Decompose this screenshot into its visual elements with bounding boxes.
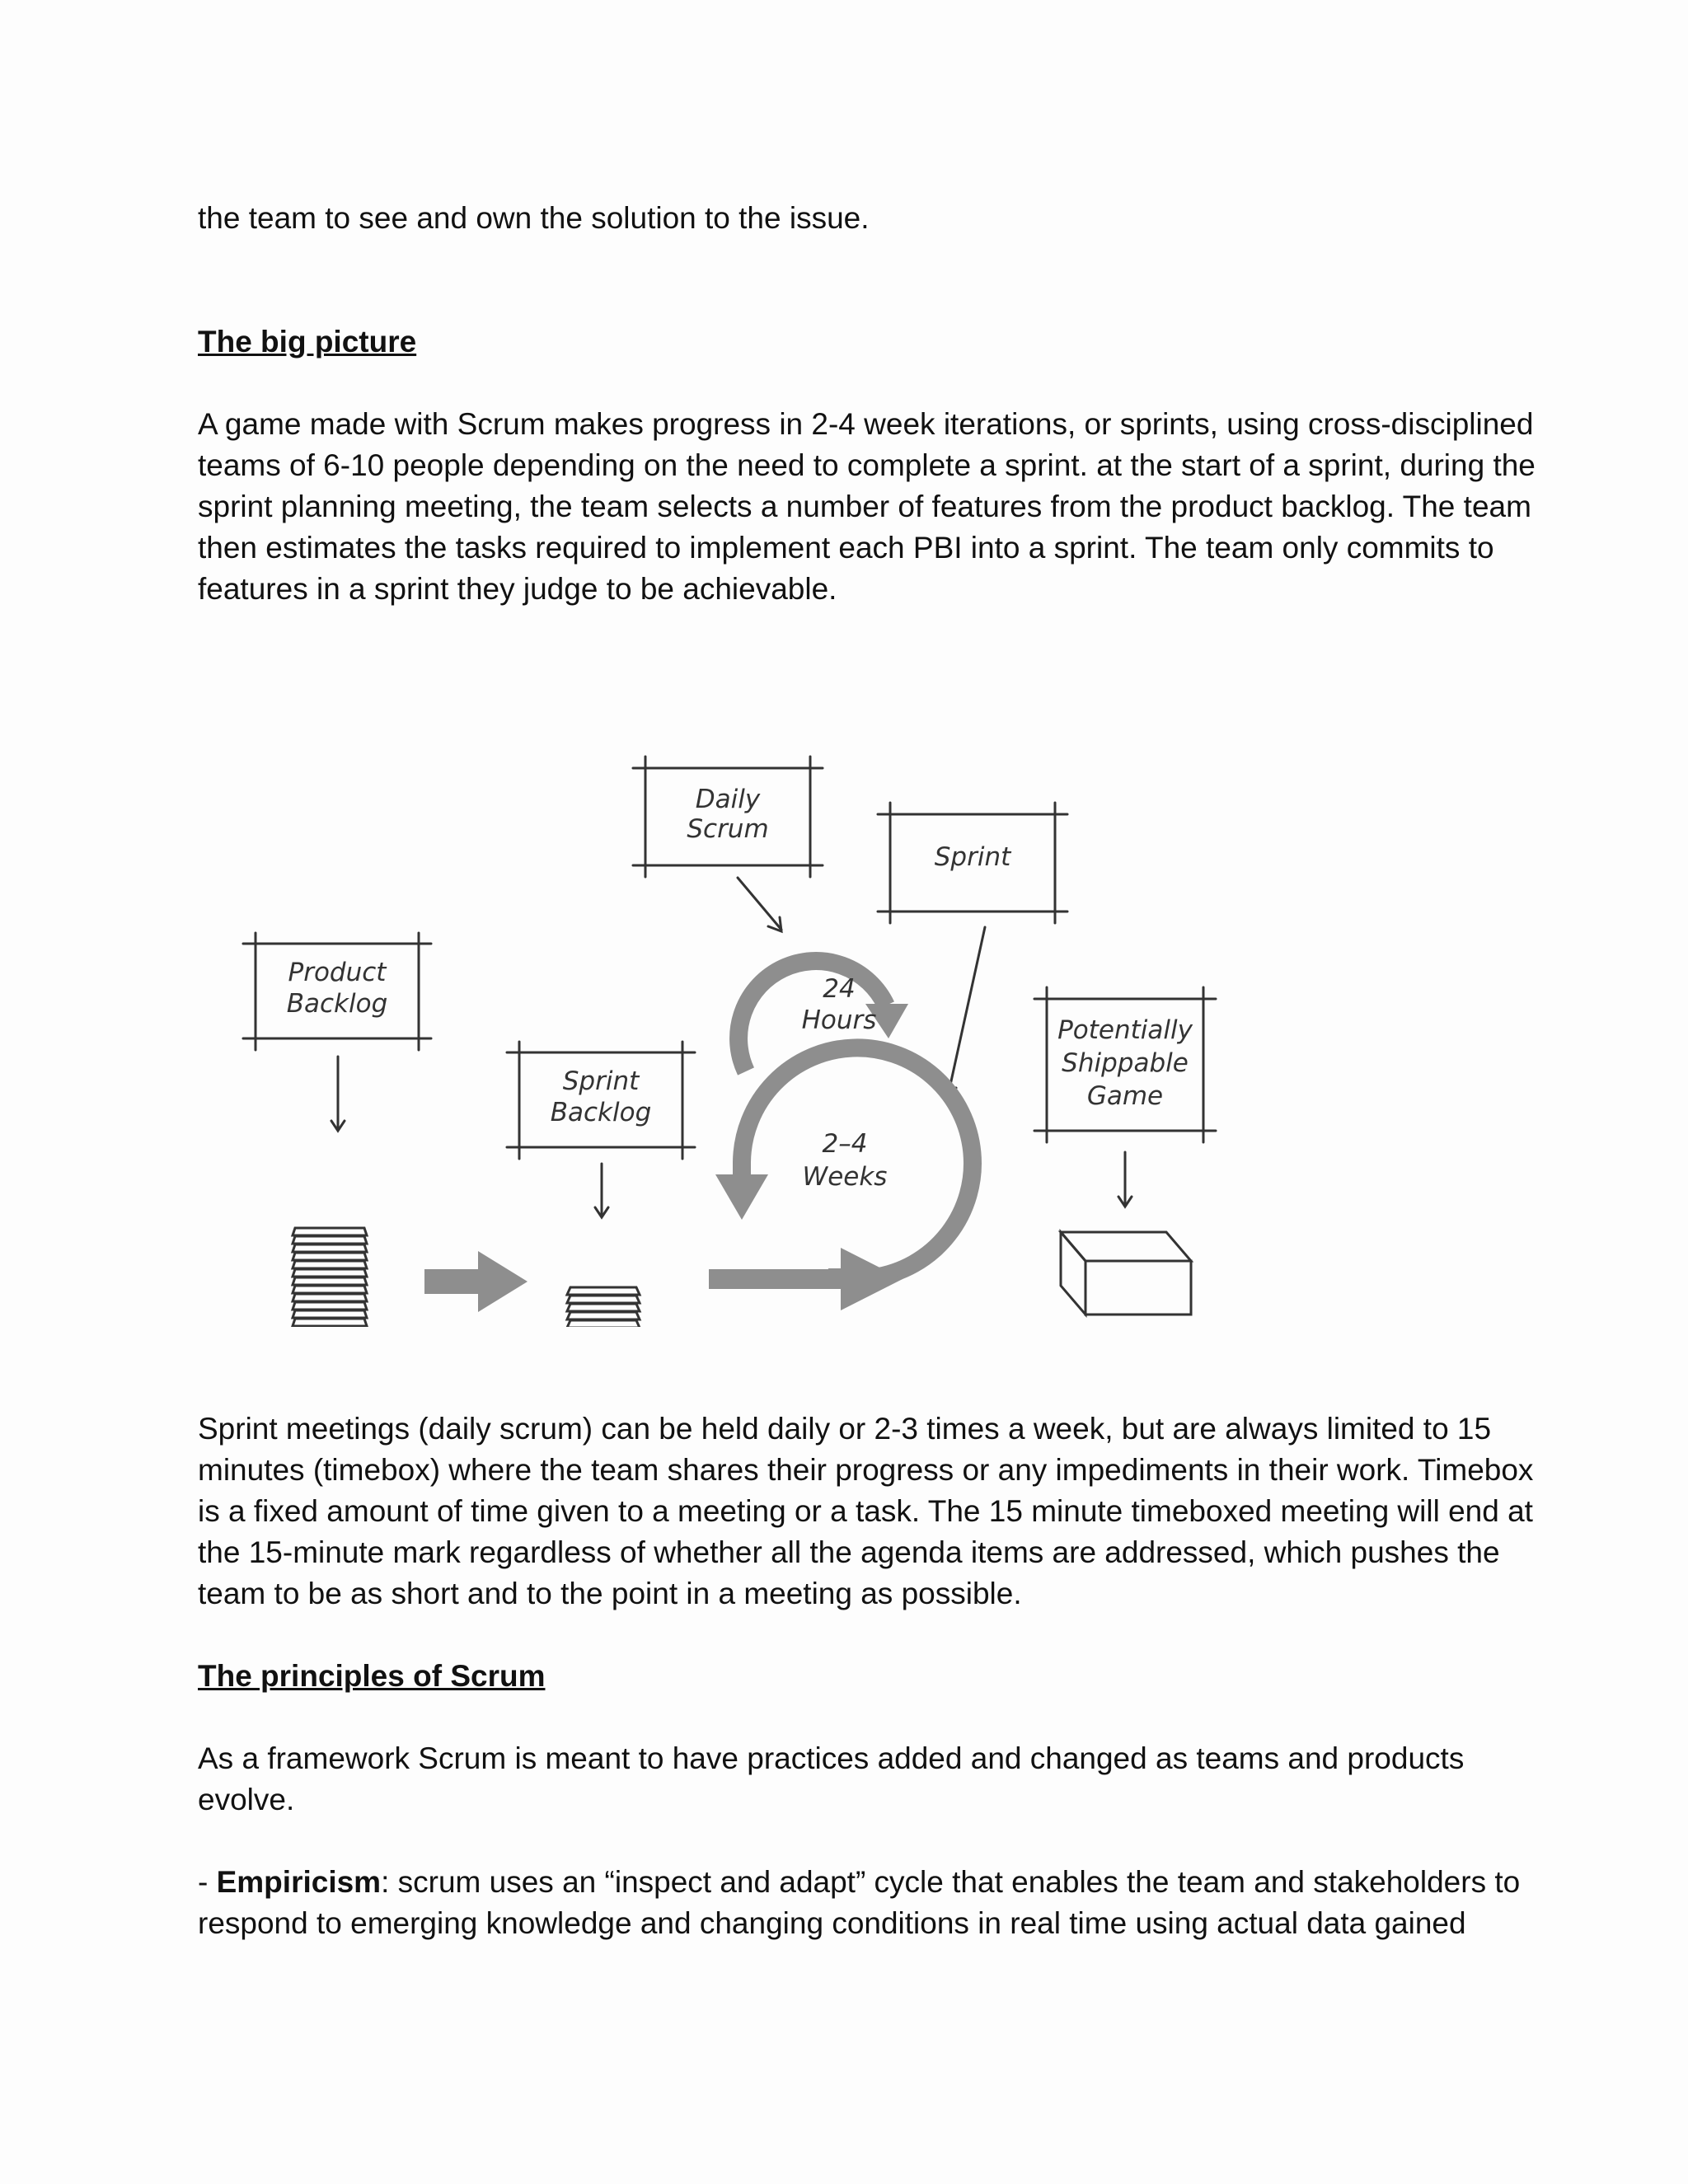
empiricism-dash: - bbox=[198, 1865, 217, 1899]
empiricism-term: Empiricism bbox=[216, 1865, 382, 1899]
weeks-number: 2–4 bbox=[822, 1129, 868, 1159]
weeks-unit: Weeks bbox=[802, 1162, 888, 1192]
intro-line: the team to see and own the solution to the issue. bbox=[198, 201, 870, 235]
paragraph-principles: As a framework Scrum is meant to have practices added and changed as teams and products evolve. bbox=[198, 1741, 1465, 1816]
product-backlog-stack bbox=[293, 1228, 367, 1326]
daily-scrum-label-2: Scrum bbox=[687, 814, 769, 844]
sprint-flow-arrow bbox=[424, 1251, 528, 1312]
paragraph-daily-scrum: Sprint meetings (daily scrum) can be held daily or 2-3 times a week, but are always limited to 15 minutes (timebox) where the team shares their progress or any impediments in their work. Timebox is a fixed amount of time given to a meeting or a task. The 15 minute timeboxed meeting will end at the 15-minute mark regardless of whether all the agenda items are addressed, which pushes the team to be as short and to the point in a meeting as possible. bbox=[198, 1412, 1534, 1610]
product-backlog-label-2: Backlog bbox=[286, 989, 388, 1019]
heading-big-picture: The big picture bbox=[198, 325, 417, 359]
heading-principles: The principles of Scrum bbox=[198, 1659, 546, 1693]
paragraph-big-picture: A game made with Scrum makes progress in 2-4 week iterations, or sprints, using cross-disciplined teams of 6-10 people depending on the need to complete a sprint. at the start of a sprint, during the sprint planning meeting, the team selects a number of features from the product backlog. The team then estimates the tasks required to implement each PBI into a sprint. The team only commits to features in a sprint they judge to be achievable. bbox=[198, 407, 1536, 606]
sprint-backlog-stack bbox=[567, 1287, 640, 1327]
empiricism-text: : scrum uses an “inspect and adapt” cycle that enables the team and stakeholders to respond to emerging knowledge and changing conditions in real time using actual data gained bbox=[198, 1865, 1521, 1940]
scrum-process-diagram bbox=[231, 750, 1269, 1327]
paragraph-empiricism bbox=[198, 1862, 1550, 1944]
sprint-backlog-label-2: Backlog bbox=[550, 1098, 652, 1127]
daily-scrum-label-1: Daily bbox=[695, 785, 761, 814]
hours-number: 24 bbox=[823, 974, 856, 1004]
sprint-backlog-label-1: Sprint bbox=[562, 1066, 640, 1096]
shippable-label-1: Potentially bbox=[1057, 1015, 1193, 1045]
shippable-label-3: Game bbox=[1086, 1081, 1164, 1111]
product-backlog-label-1: Product bbox=[288, 958, 387, 987]
sprint-label: Sprint bbox=[934, 842, 1011, 872]
shippable-label-2: Shippable bbox=[1062, 1048, 1189, 1078]
hours-unit: Hours bbox=[801, 1005, 877, 1035]
game-box-icon bbox=[1061, 1232, 1191, 1315]
